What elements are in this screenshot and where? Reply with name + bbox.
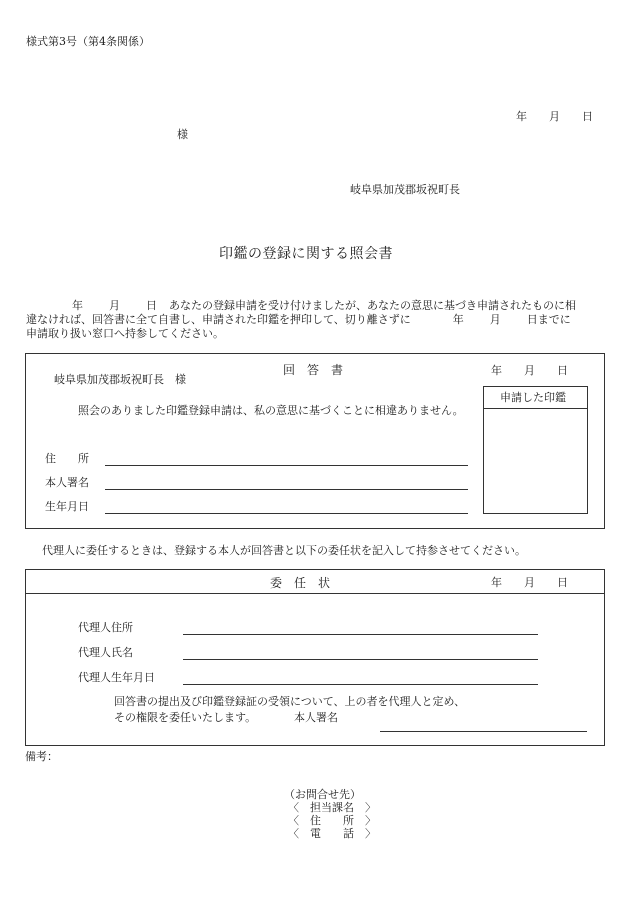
contact-address: 〈 住 所 〉 xyxy=(288,814,376,827)
contact-phone: 〈 電 話 〉 xyxy=(288,827,376,840)
issuer-name: 岐阜県加茂郡坂祝町長 xyxy=(350,183,460,196)
answer-form-date: 年 月 日 xyxy=(491,364,568,377)
proxy-address-label: 代理人住所 xyxy=(78,621,133,634)
intro-text-2: 違なければ、回答書に全て自書し、申請された印鑑を押印して、切り離さずに xyxy=(26,313,411,326)
signature-input-line[interactable] xyxy=(105,489,468,490)
address-input-line[interactable] xyxy=(105,465,468,466)
seal-box xyxy=(483,386,588,514)
intro-deadline-day: 日までに xyxy=(526,313,571,326)
proxy-note: 代理人に委任するときは、登録する本人が回答書と以下の委任状を記入して持参させてください。 xyxy=(42,544,526,557)
answer-form-addressee: 岐阜県加茂郡坂祝町長 様 xyxy=(54,373,186,386)
form-number: 様式第3号（第4条関係） xyxy=(26,35,150,48)
proxy-form-date: 年 月 日 xyxy=(491,576,568,589)
proxy-birthdate-label: 代理人生年月日 xyxy=(78,671,155,684)
addressee-honorific: 様 xyxy=(177,128,188,141)
birthdate-input-line[interactable] xyxy=(105,513,468,514)
intro-deadline-month: 月 xyxy=(489,313,501,326)
birthdate-label: 生年月日 xyxy=(45,500,89,513)
intro-deadline-year: 年 xyxy=(452,313,464,326)
header-date: 年 月 日 xyxy=(516,110,593,123)
delegation-text-2: その権限を委任いたします。 xyxy=(114,711,257,724)
proxy-form-heading: 委 任 状 xyxy=(270,576,331,590)
proxy-address-input-line[interactable] xyxy=(183,634,538,635)
delegation-text-1: 回答書の提出及び印鑑登録証の受領について、上の者を代理人と定め、 xyxy=(114,695,466,708)
intro-year: 年 xyxy=(72,299,83,312)
seal-box-label: 申請した印鑑 xyxy=(500,391,566,404)
intro-line-1 xyxy=(26,299,576,313)
address-label: 住 所 xyxy=(45,452,89,465)
contact-department: 〈 担当課名 〉 xyxy=(288,801,376,814)
intro-text-1: あなたの登録申請を受け付けましたが、あなたの意思に基づき申請されたものに相 xyxy=(169,299,576,312)
remarks-label: 備考： xyxy=(25,750,58,763)
proxy-name-label: 代理人氏名 xyxy=(78,646,133,659)
proxy-signature-label: 本人署名 xyxy=(294,711,338,724)
intro-day: 日 xyxy=(146,299,157,312)
proxy-name-input-line[interactable] xyxy=(183,659,538,660)
answer-form-heading: 回 答 書 xyxy=(283,363,344,377)
intro-line-2 xyxy=(26,313,571,327)
proxy-signature-input-line[interactable] xyxy=(380,731,587,732)
proxy-form-header-divider xyxy=(25,593,605,594)
proxy-birthdate-input-line[interactable] xyxy=(183,684,538,685)
answer-form-statement: 照会のありました印鑑登録申請は、私の意思に基づくことに相違ありません。 xyxy=(78,404,464,417)
page-title: 印鑑の登録に関する照会書 xyxy=(219,246,393,262)
contact-heading: （お問合せ先） xyxy=(284,788,361,801)
signature-label: 本人署名 xyxy=(45,476,89,489)
seal-box-divider xyxy=(483,408,588,409)
intro-month: 月 xyxy=(109,299,120,312)
intro-line-3: 申請取り扱い窓口へ持参してください。 xyxy=(26,327,224,340)
